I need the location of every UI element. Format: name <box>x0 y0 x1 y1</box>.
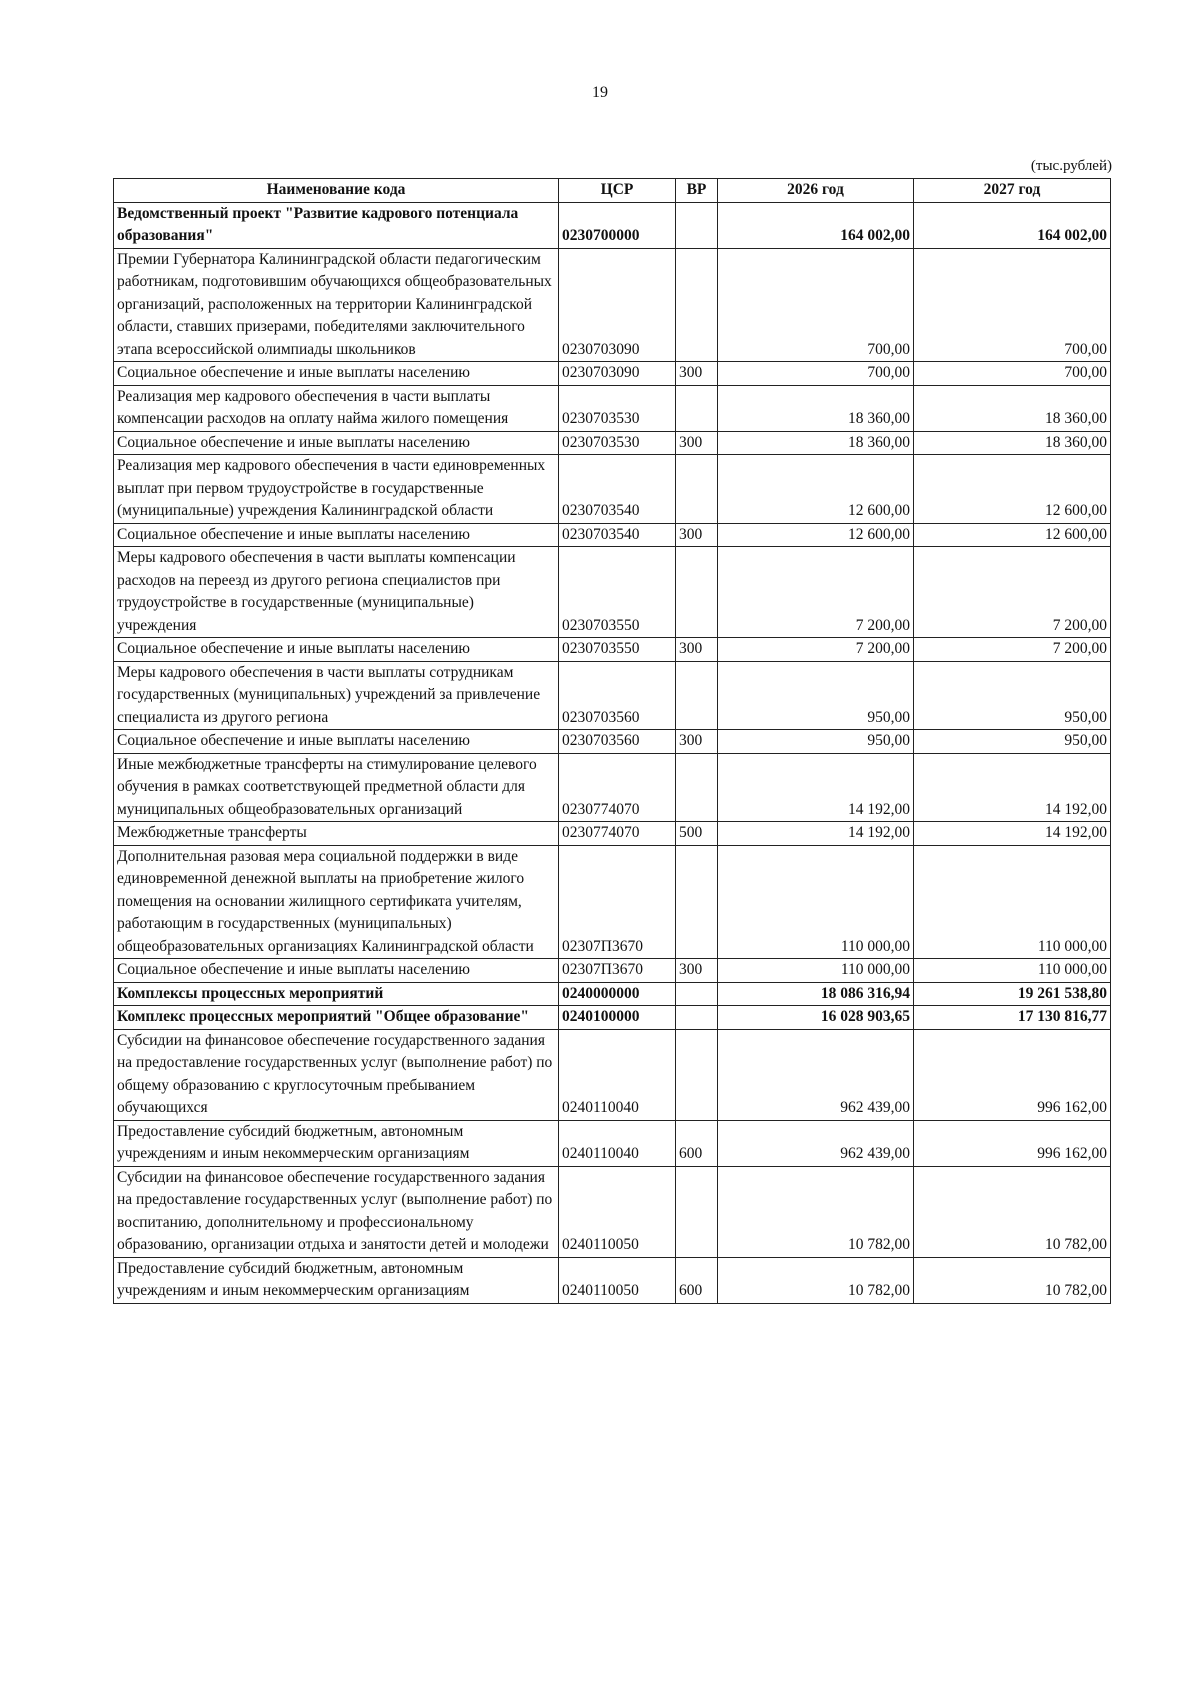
cell-name: Реализация мер кадрового обеспечения в части выплаты компенсации расходов на оплату найма жилого помещения <box>114 385 559 431</box>
cell-csr: 0230703560 <box>559 730 676 754</box>
cell-vr: 600 <box>676 1120 718 1166</box>
cell-csr: 0230774070 <box>559 753 676 822</box>
table-header-row <box>114 179 1111 203</box>
cell-csr: 02307П3670 <box>559 959 676 983</box>
page-number: 19 <box>592 84 608 101</box>
cell-2027: 950,00 <box>914 730 1111 754</box>
cell-2026: 7 200,00 <box>718 638 914 662</box>
table-row <box>114 1006 1111 1030</box>
cell-name: Меры кадрового обеспечения в части выплаты компенсации расходов на переезд из другого региона специалистов при трудоустройстве в государственные (муниципальные) учреждения <box>114 547 559 638</box>
cell-name: Субсидии на финансовое обеспечение государственного задания на предоставление государственных услуг (выполнение работ) по общему образованию с круглосуточным пребыванием обучающихся <box>114 1029 559 1120</box>
cell-2027: 17 130 816,77 <box>914 1006 1111 1030</box>
cell-name: Предоставление субсидий бюджетным, автономным учреждениям и иным некоммерческим организациям <box>114 1257 559 1303</box>
cell-csr: 0240100000 <box>559 1006 676 1030</box>
cell-vr: 300 <box>676 959 718 983</box>
cell-name: Комплекс процессных мероприятий "Общее образование" <box>114 1006 559 1030</box>
cell-name: Меры кадрового обеспечения в части выплаты сотрудникам государственных (муниципальных) учреждений за привлечение специалиста из другого региона <box>114 661 559 730</box>
cell-2026: 110 000,00 <box>718 959 914 983</box>
cell-2027: 18 360,00 <box>914 385 1111 431</box>
cell-csr: 02307П3670 <box>559 845 676 959</box>
cell-csr: 0230703530 <box>559 431 676 455</box>
cell-vr <box>676 1006 718 1030</box>
cell-2027: 19 261 538,80 <box>914 982 1111 1006</box>
cell-2027: 164 002,00 <box>914 202 1111 248</box>
cell-vr <box>676 661 718 730</box>
table-row <box>114 730 1111 754</box>
cell-vr <box>676 202 718 248</box>
cell-csr: 0230774070 <box>559 822 676 846</box>
cell-2027: 7 200,00 <box>914 547 1111 638</box>
cell-name: Социальное обеспечение и иные выплаты населению <box>114 959 559 983</box>
cell-2026: 18 360,00 <box>718 431 914 455</box>
header-name: Наименование кода <box>114 179 559 203</box>
cell-2027: 14 192,00 <box>914 822 1111 846</box>
cell-csr: 0230703530 <box>559 385 676 431</box>
cell-2026: 164 002,00 <box>718 202 914 248</box>
cell-2027: 996 162,00 <box>914 1029 1111 1120</box>
cell-2027: 10 782,00 <box>914 1257 1111 1303</box>
table-row <box>114 1257 1111 1303</box>
cell-2026: 962 439,00 <box>718 1029 914 1120</box>
cell-2027: 14 192,00 <box>914 753 1111 822</box>
cell-name: Иные межбюджетные трансферты на стимулирование целевого обучения в рамках соответствующей предметной области для муниципальных общеобразовательных организаций <box>114 753 559 822</box>
table-row <box>114 753 1111 822</box>
cell-vr: 300 <box>676 638 718 662</box>
unit-note: (тыс.рублей) <box>1030 158 1112 174</box>
cell-name: Ведомственный проект "Развитие кадрового потенциала образования" <box>114 202 559 248</box>
table-row <box>114 845 1111 959</box>
cell-2026: 950,00 <box>718 661 914 730</box>
cell-2026: 700,00 <box>718 248 914 362</box>
cell-name: Реализация мер кадрового обеспечения в части единовременных выплат при первом трудоустройстве в государственные (муниципальные) учреждения Калининградской области <box>114 455 559 524</box>
cell-name: Межбюджетные трансферты <box>114 822 559 846</box>
cell-vr <box>676 1029 718 1120</box>
cell-csr: 0230703540 <box>559 455 676 524</box>
table-row <box>114 661 1111 730</box>
cell-csr: 0230703550 <box>559 547 676 638</box>
table-body <box>114 202 1111 1303</box>
cell-vr: 500 <box>676 822 718 846</box>
cell-csr: 0240110040 <box>559 1029 676 1120</box>
cell-csr: 0230703560 <box>559 661 676 730</box>
cell-name: Социальное обеспечение и иные выплаты населению <box>114 431 559 455</box>
cell-name: Субсидии на финансовое обеспечение государственного задания на предоставление государственных услуг (выполнение работ) по воспитанию, дополнительному и профессиональному образованию, организации отдыха и занятости детей и молодежи <box>114 1166 559 1257</box>
cell-name: Комплексы процессных мероприятий <box>114 982 559 1006</box>
cell-name: Социальное обеспечение и иные выплаты населению <box>114 638 559 662</box>
cell-2027: 700,00 <box>914 362 1111 386</box>
cell-2027: 12 600,00 <box>914 523 1111 547</box>
cell-2026: 12 600,00 <box>718 523 914 547</box>
table-row <box>114 982 1111 1006</box>
table-row <box>114 455 1111 524</box>
cell-vr <box>676 753 718 822</box>
cell-name: Премии Губернатора Калининградской области педагогическим работникам, подготовившим обучающихся общеобразовательных организаций, расположенных на территории Калининградской области, ставших призерами, победителями заключительного этапа всероссийской олимпиады школьников <box>114 248 559 362</box>
cell-csr: 0230703540 <box>559 523 676 547</box>
cell-name: Дополнительная разовая мера социальной поддержки в виде единовременной денежной выплаты на приобретение жилого помещения на основании жилищного сертификата учителям, работающим в государственных (муниципальных) общеобразовательных организациях Калининградской области <box>114 845 559 959</box>
cell-2026: 16 028 903,65 <box>718 1006 914 1030</box>
cell-2026: 10 782,00 <box>718 1257 914 1303</box>
cell-name: Предоставление субсидий бюджетным, автономным учреждениям и иным некоммерческим организациям <box>114 1120 559 1166</box>
cell-name: Социальное обеспечение и иные выплаты населению <box>114 523 559 547</box>
cell-2027: 12 600,00 <box>914 455 1111 524</box>
cell-csr: 0240000000 <box>559 982 676 1006</box>
cell-vr: 300 <box>676 730 718 754</box>
cell-2026: 962 439,00 <box>718 1120 914 1166</box>
table-row <box>114 638 1111 662</box>
header-vr: ВР <box>676 179 718 203</box>
table-row <box>114 822 1111 846</box>
table-row <box>114 1166 1111 1257</box>
cell-vr <box>676 982 718 1006</box>
cell-2026: 7 200,00 <box>718 547 914 638</box>
cell-name: Социальное обеспечение и иные выплаты населению <box>114 362 559 386</box>
cell-csr: 0240110050 <box>559 1257 676 1303</box>
cell-2027: 700,00 <box>914 248 1111 362</box>
cell-2026: 14 192,00 <box>718 753 914 822</box>
header-2027: 2027 год <box>914 179 1111 203</box>
cell-2027: 110 000,00 <box>914 845 1111 959</box>
table-row <box>114 1029 1111 1120</box>
cell-vr <box>676 845 718 959</box>
table-row <box>114 202 1111 248</box>
cell-2026: 110 000,00 <box>718 845 914 959</box>
cell-csr: 0240110040 <box>559 1120 676 1166</box>
cell-2027: 950,00 <box>914 661 1111 730</box>
cell-2027: 18 360,00 <box>914 431 1111 455</box>
cell-2026: 14 192,00 <box>718 822 914 846</box>
cell-2026: 18 086 316,94 <box>718 982 914 1006</box>
cell-vr: 600 <box>676 1257 718 1303</box>
cell-csr: 0230703090 <box>559 248 676 362</box>
budget-table <box>113 178 1111 1304</box>
cell-csr: 0240110050 <box>559 1166 676 1257</box>
cell-vr <box>676 248 718 362</box>
table-row <box>114 385 1111 431</box>
cell-vr <box>676 547 718 638</box>
cell-2027: 996 162,00 <box>914 1120 1111 1166</box>
cell-vr: 300 <box>676 362 718 386</box>
cell-csr: 0230703550 <box>559 638 676 662</box>
cell-2027: 10 782,00 <box>914 1166 1111 1257</box>
table-row <box>114 547 1111 638</box>
cell-2026: 10 782,00 <box>718 1166 914 1257</box>
table-row <box>114 431 1111 455</box>
cell-name: Социальное обеспечение и иные выплаты населению <box>114 730 559 754</box>
cell-2026: 12 600,00 <box>718 455 914 524</box>
cell-vr <box>676 385 718 431</box>
table-row <box>114 248 1111 362</box>
cell-vr <box>676 455 718 524</box>
header-2026: 2026 год <box>718 179 914 203</box>
cell-csr: 0230703090 <box>559 362 676 386</box>
table-row <box>114 362 1111 386</box>
cell-2026: 700,00 <box>718 362 914 386</box>
cell-csr: 0230700000 <box>559 202 676 248</box>
table-row <box>114 523 1111 547</box>
header-csr: ЦСР <box>559 179 676 203</box>
cell-vr: 300 <box>676 523 718 547</box>
cell-vr: 300 <box>676 431 718 455</box>
cell-vr <box>676 1166 718 1257</box>
cell-2027: 110 000,00 <box>914 959 1111 983</box>
table-row <box>114 1120 1111 1166</box>
table-row <box>114 959 1111 983</box>
cell-2026: 18 360,00 <box>718 385 914 431</box>
cell-2026: 950,00 <box>718 730 914 754</box>
cell-2027: 7 200,00 <box>914 638 1111 662</box>
